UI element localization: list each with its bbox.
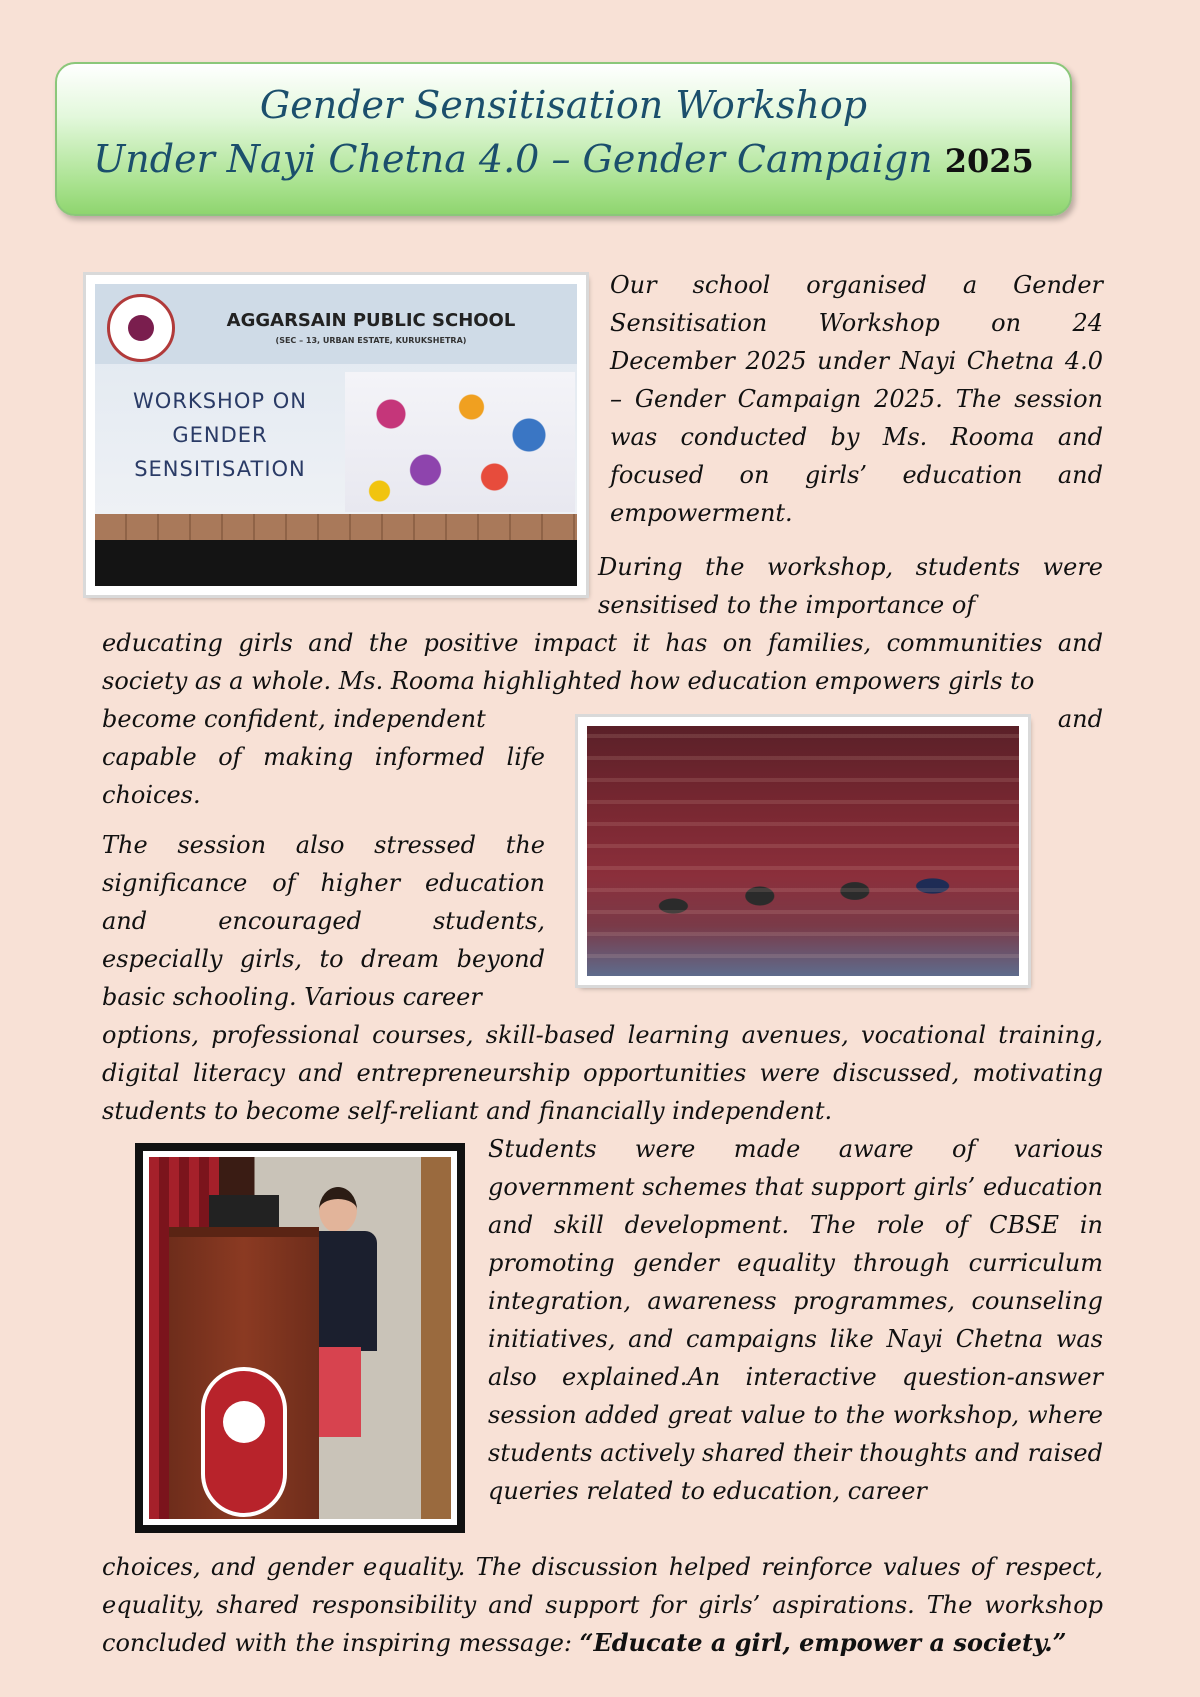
title-banner bbox=[55, 62, 1072, 216]
speaker-head bbox=[319, 1187, 357, 1233]
podium-school-emblem bbox=[201, 1367, 287, 1517]
closing-quote: “Educate a girl, empower a society.” bbox=[579, 1628, 1067, 1657]
paragraph-workshop-start: During the workshop, students were sensitised to the importance of bbox=[598, 553, 1103, 619]
banner-year: 2025 bbox=[944, 142, 1034, 180]
stage-floor bbox=[95, 514, 577, 540]
speaker-photo-scene bbox=[149, 1157, 451, 1519]
paragraph-workshop-impact: educating girls and the positive impact it has on families, communities and society as a whole. Ms. Rooma highlighted how education empowers girls to bbox=[102, 629, 1103, 695]
paragraph-government-schemes: Students were made aware of various government schemes that support girls’ education and skill development. The role of CBSE in promoting gender equality through curriculum integration, awareness programmes, counseling initiatives, and campaigns like Nayi Chetna was also explained.An interactive question-answer session added great value to the workshop, where students actively shared their thoughts and raised queries related to education, career bbox=[488, 1135, 1103, 1505]
stage-base bbox=[95, 540, 577, 586]
paragraph-choices: capable of making informed life choices. bbox=[102, 743, 545, 809]
workshop-screen-title-line: GENDER bbox=[172, 423, 268, 447]
banner-title-line2-text: Under Nayi Chetna 4.0 – Gender Campaign bbox=[93, 137, 933, 181]
paragraph-choices-left: become confident, independent bbox=[102, 705, 486, 733]
paragraph-career-options: options, professional courses, skill-based learning avenues, vocational training, digital literacy and entrepreneurship opportunities were discussed, motivating students to become self-reliant and financially independent. bbox=[102, 1021, 1103, 1125]
laptop bbox=[209, 1195, 279, 1229]
seat-rows bbox=[587, 726, 1019, 976]
conclusion-text: choices, and gender equality. The discussion helped reinforce values of respect, equality, shared responsibility and support for girls’ aspirations. The workshop concluded with the inspiring message: bbox=[102, 1553, 1103, 1657]
paragraph-intro: Our school organised a Gender Sensitisation Workshop on 24 December 2025 under Nayi Chetna 4.0 – Gender Campaign 2025. The session was conducted by Ms. Rooma and focused on girls’ education and empowerment. bbox=[610, 271, 1103, 527]
workshop-screen-photo bbox=[86, 275, 586, 595]
podium bbox=[169, 1227, 319, 1519]
workshop-screen-title-line: SENSITISATION bbox=[134, 457, 306, 481]
banner-title-line1: Gender Sensitisation Workshop bbox=[259, 83, 868, 127]
workshop-screen-title-line: WORKSHOP ON bbox=[133, 389, 307, 413]
school-name: AGGARSAIN PUBLIC SCHOOL bbox=[226, 310, 516, 331]
paragraph-choices-right: and bbox=[1057, 705, 1103, 733]
students-audience-photo bbox=[578, 717, 1028, 985]
projector-screen bbox=[95, 284, 577, 514]
screen-header bbox=[95, 284, 577, 364]
workshop-screen-title bbox=[105, 384, 335, 486]
wooden-wall bbox=[421, 1157, 451, 1519]
speaker-photo bbox=[135, 1143, 465, 1533]
paragraph-conclusion bbox=[102, 1548, 1103, 1662]
school-address: (SEC – 13, URBAN ESTATE, KURUKSHETRA) bbox=[275, 336, 467, 345]
paragraph-higher-education: The session also stressed the significance of higher education and encouraged students, especially girls, to dream beyond basic schooling. Various career bbox=[102, 831, 545, 1011]
banner-title-line2 bbox=[57, 132, 1070, 188]
gender-equality-collage bbox=[345, 372, 575, 512]
